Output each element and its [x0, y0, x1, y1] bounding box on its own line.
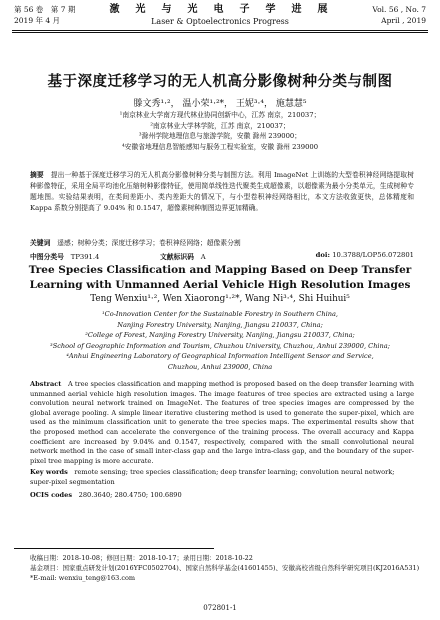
doi[interactable] [316, 251, 414, 259]
keywords-cn-label: 关键词 [30, 239, 51, 247]
author-cn: 温小荣¹·²* [182, 99, 225, 109]
affiliation-en: ²College of Forest, Nanjing Forestry University, Nanjing, Jiangsu 210037, China; [85, 331, 355, 339]
affiliation-cn: ¹南京林业大学南方现代林业协同创新中心，江苏 南京，210037； [119, 111, 321, 119]
abstract-cn-text: 提出一种基于深度迁移学习的无人机高分影像树种分类与制图方法。利用 ImageNet 上训练的大型卷积神经网络提取树种影像特征，采用全局平均池化压缩树种影像特征，使用简单线性迭代聚类生成超像素，以超像素为最小分类单元，生成树种专题地图。实验结果表明，在类间差距小、类内差距大的情况下，与小型卷积神经网络相比，本文方法收敛更快，总体精度和 Kappa 系数分别提高了 9.04% 和 0.1547，超像素树种制图边界更加精确。 [30, 171, 414, 212]
abstract-cn [30, 170, 414, 214]
header-volume-en [372, 4, 426, 26]
keywords-en-text: remote sensing; tree species classification; deep transfer learning; convolution neural network; super-pixel segmentation [30, 468, 395, 486]
title-en-line: Tree Species Classification and Mapping Based on Deep Transfer [28, 264, 412, 276]
header-date-en: April , 2019 [381, 16, 426, 25]
affiliation-en: Nanjing Forestry University, Nanjing, Jiangsu 210037, China; [117, 320, 323, 329]
footnote-funding: 基金项目：国家重点研发计划(2016YFC0502704)、国家自然科学基金(41601455)、安徽高校省级自然科学研究项目(KJ2016A531) [30, 564, 420, 572]
doc-label: 文献标识码 [160, 253, 194, 261]
affiliation-cn: ³滁州学院地理信息与旅游学院，安徽 滁州 239000； [138, 132, 302, 140]
affiliation-en: ¹Co-Innovation Center for the Sustainable Forestry in Southern China, [102, 310, 338, 318]
clc-code [30, 251, 99, 261]
author-cn: 滕文秀¹·² [133, 99, 171, 109]
header-volume-en-text: Vol. 56 , No. 7 [372, 5, 426, 14]
footnote-rule [14, 548, 214, 549]
page-number: 072801-1 [203, 604, 237, 612]
journal-name-cn: 激 光 与 光 电 子 学 进 展 [109, 4, 331, 15]
doi-label: doi: [315, 251, 331, 259]
affiliations-cn [0, 110, 440, 152]
affiliations-en [0, 309, 440, 372]
footnote-dates: 收稿日期：2018-10-08；修回日期：2018-10-17；录用日期：2018-10-22 [30, 554, 253, 562]
affiliation-cn: ⁴安徽省地理信息智能感知与服务工程实验室，安徽 滁州 239000 [121, 142, 319, 151]
keywords-en-label: Key words [30, 468, 68, 476]
affiliation-en: Chuzhou, Anhui 239000, China [167, 362, 273, 371]
header-rule-bottom [12, 32, 428, 33]
journal-name-en: Laser & Optoelectronics Progress [151, 17, 289, 26]
keywords-cn [30, 237, 414, 247]
affiliation-cn: ²南京林业大学林学院，江苏 南京，210037； [150, 121, 290, 130]
ocis-codes [30, 489, 414, 499]
author-cn: 施慧慧⁵ [275, 99, 307, 109]
keywords-cn-text: 遥感；树种分类；深度迁移学习；卷积神经网络；超像素分割 [57, 239, 241, 247]
running-header [0, 4, 440, 32]
header-rule-top [12, 30, 428, 31]
abstract-en-label: Abstract [30, 380, 62, 388]
clc-value: TP391.4 [70, 253, 100, 261]
authors-en: Teng Wenxiu¹·², Wen Xiaorong¹·²*, Wang Ni³·⁴, Shi Huihui⁵ [90, 294, 350, 304]
footnotes [30, 553, 420, 583]
ocis-label: OCIS codes [30, 491, 73, 499]
doc-value: A [200, 253, 206, 261]
authors-cn: 滕文秀¹·²， 温小荣¹·²*， 王妮³·⁴， 施慧慧⁵ [133, 99, 307, 109]
abstract-en-text: A tree species classification and mapping method is proposed based on the deep transfer learning with unmanned aerial vehicle high resolution images. The image features of tree species are extracted using a large convolution neural network trained on ImageNet. The features of tree species images are compressed by the global average pooling. A simple linear iterative clustering method is used to generate the super-pixel, which are used as the minimum classification unit to generate the tree species maps. The experimental results show that the proposed method can accelerate the convergence of the training process. The overall accuracy and Kappa coefficient are increased by 9.04% and 0.1547, respectively, compared with the small convolutional neural network method in the case of small inter-class gap and the large intra-class gap, and the boundary of the super-pixel tree mapping is more accurate. [30, 380, 414, 465]
affiliation-en: ⁴Anhui Engineering Laboratory of Geographical Information Intelligent Sensor and Service, [66, 352, 374, 360]
ocis-text: 280.3640; 280.4750; 100.6890 [78, 491, 182, 499]
doc-code [160, 251, 206, 261]
footnote-email: *E-mail: wenxiu_teng@163.com [30, 574, 136, 582]
title-en [0, 263, 440, 293]
author-cn: 王妮³·⁴ [235, 99, 264, 109]
header-date: 2019 年 4 月 [14, 16, 61, 25]
clc-label: 中图分类号 [30, 253, 64, 261]
abstract-cn-label: 摘要 [30, 171, 44, 179]
affiliation-en: ³School of Geographic Information and Tourism, Chuzhou University, Chuzhou, Anhui 239000, China; [50, 341, 390, 350]
doi-value: 10.3788/LOP56.072801 [332, 251, 414, 259]
header-volume: 第 56 卷 第 7 期 [14, 5, 76, 14]
abstract-en [30, 380, 414, 466]
title-cn: 基于深度迁移学习的无人机高分影像树种分类与制图 [47, 73, 393, 90]
keywords-en [30, 468, 414, 487]
title-en-line: Learning with Unmanned Aerial Vehicle High Resolution Images [29, 279, 411, 291]
